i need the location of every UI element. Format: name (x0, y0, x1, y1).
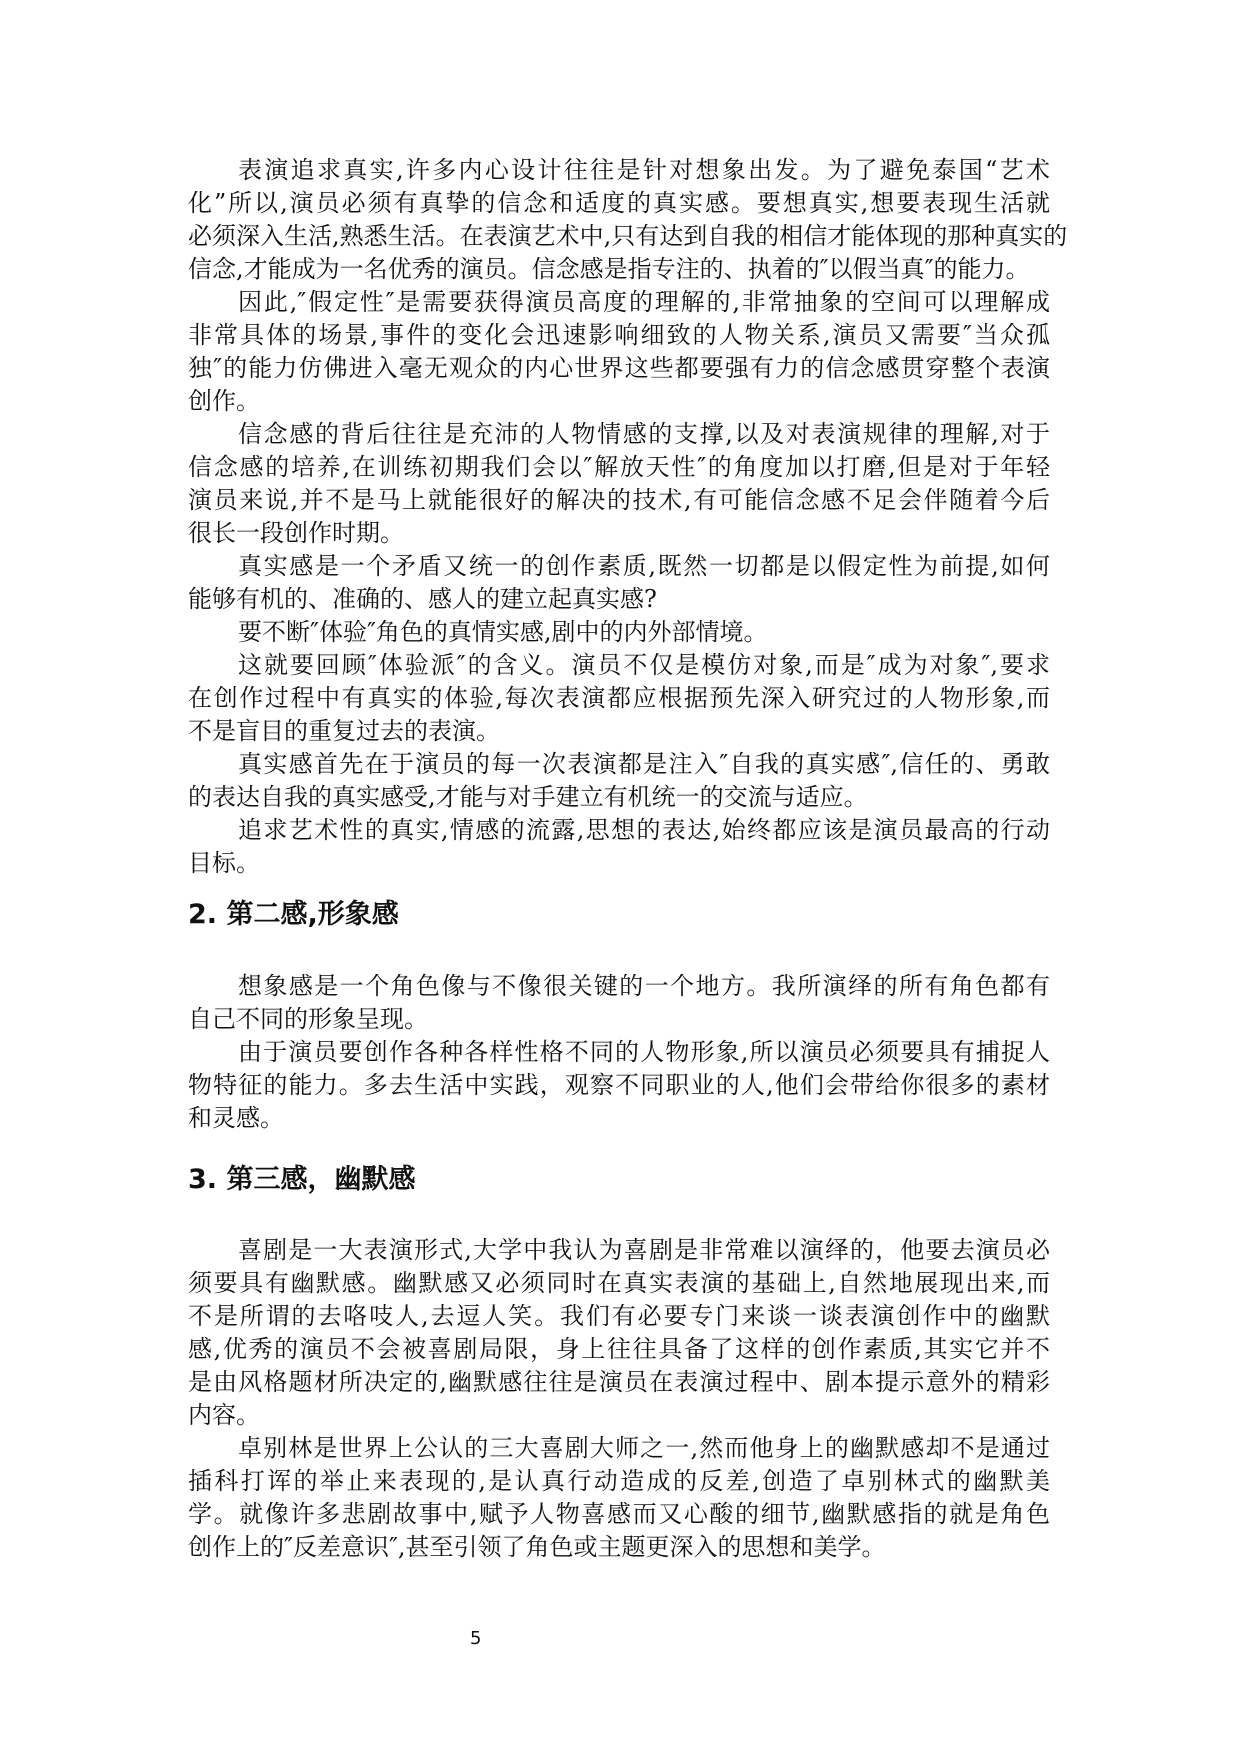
body-text-line: 学。就像许多悲剧故事中,赋予人物喜感而又心酸的细节,幽默感指的就是角色 (188, 1500, 1050, 1528)
body-text-line: 独″的能力仿佛进入毫无观众的内心世界这些都要强有力的信念感贯穿整个表演 (188, 354, 1050, 382)
body-text-line: 的表达自我的真实感受,才能与对手建立有机统一的交流与适应。 (188, 783, 868, 811)
body-text-line: 喜剧是一大表演形式,大学中我认为喜剧是非常难以演绎的，他要去演员必 (238, 1236, 1050, 1264)
body-text-line: 很长一段创作时期。 (188, 519, 404, 547)
body-text-line: 这就要回顾″体验派″的含义。演员不仅是模仿对象,而是″成为对象″,要求 (238, 651, 1050, 679)
page-number: 5 (470, 1628, 482, 1649)
body-text-line: 是由风格题材所决定的,幽默感往往是演员在表演过程中、剧本提示意外的精彩 (188, 1368, 1050, 1396)
body-text-line: 表演追求真实,许多内心设计往往是针对想象出发。为了避免泰国“艺术 (238, 156, 1050, 184)
body-text-line: 追求艺术性的真实,情感的流露,思想的表达,始终都应该是演员最高的行动 (238, 816, 1050, 844)
body-text-line: 要不断″体验″角色的真情实感,剧中的内外部情境。 (238, 618, 768, 646)
body-text-line: 化”所以,演员必须有真挚的信念和适度的真实感。要想真实,想要表现生活就 (188, 189, 1050, 217)
body-text-line: 信念感的背后往往是充沛的人物情感的支撑,以及对表演规律的理解,对于 (238, 420, 1050, 448)
body-text-line: 须要具有幽默感。幽默感又必须同时在真实表演的基础上,自然地展现出来,而 (188, 1269, 1050, 1297)
body-text-line: 因此,″假定性″是需要获得演员高度的理解的,非常抽象的空间可以理解成 (238, 288, 1050, 316)
body-text-line: 想象感是一个角色像与不像很关键的一个地方。我所演绎的所有角色都有 (238, 972, 1050, 1000)
body-text-line: 物特征的能力。多去生活中实践，观察不同职业的人,他们会带给你很多的素材 (188, 1071, 1050, 1099)
body-text-line: 自己不同的形象呈现。 (188, 1005, 428, 1033)
body-text-line: 创作。 (188, 387, 260, 415)
body-text-line: 真实感是一个矛盾又统一的创作素质,既然一切都是以假定性为前提,如何 (238, 552, 1050, 580)
body-text-line: 演员来说,并不是马上就能很好的解决的技术,有可能信念感不足会伴随着今后 (188, 486, 1050, 514)
body-text-line: 能够有机的、准确的、感人的建立起真实感? (188, 585, 657, 613)
body-text-line: 非常具体的场景,事件的变化会迅速影响细致的人物关系,演员又需要″当众孤 (188, 321, 1050, 349)
section-heading: 3. 第三感，幽默感 (188, 1164, 416, 1195)
body-text-line: 感,优秀的演员不会被喜剧局限，身上往往具备了这样的创作素质,其实它并不 (188, 1335, 1050, 1363)
body-text-line: 创作上的″反差意识″,甚至引领了角色或主题更深入的思想和美学。 (188, 1533, 886, 1561)
body-text-line: 在创作过程中有真实的体验,每次表演都应根据预先深入研究过的人物形象,而 (188, 684, 1050, 712)
body-text-line: 卓别林是世界上公认的三大喜剧大师之一,然而他身上的幽默感却不是通过 (238, 1434, 1050, 1462)
body-text-line: 不是所谓的去咯吱人,去逗人笑。我们有必要专门来谈一谈表演创作中的幽默 (188, 1302, 1050, 1330)
body-text-line: 插科打诨的举止来表现的,是认真行动造成的反差,创造了卓别林式的幽默美 (188, 1467, 1050, 1495)
body-text-line: 内容。 (188, 1401, 260, 1429)
body-text-line: 信念,才能成为一名优秀的演员。信念感是指专注的、执着的″以假当真″的能力。 (188, 255, 1030, 283)
body-text-line: 真实感首先在于演员的每一次表演都是注入″自我的真实感″,信任的、勇敢 (238, 750, 1050, 778)
body-text-line: 必须深入生活,熟悉生活。在表演艺术中,只有达到自我的相信才能体现的那种真实的 (188, 222, 1068, 250)
body-text-line: 目标。 (188, 849, 260, 877)
section-heading: 2. 第二感,形象感 (188, 899, 399, 930)
body-text-line: 和灵感。 (188, 1104, 284, 1132)
body-text-line: 由于演员要创作各种各样性格不同的人物形象,所以演员必须要具有捕捉人 (238, 1038, 1050, 1066)
body-text-line: 不是盲目的重复过去的表演。 (188, 717, 500, 745)
body-text-line: 信念感的培养,在训练初期我们会以″解放天性″的角度加以打磨,但是对于年轻 (188, 453, 1050, 481)
